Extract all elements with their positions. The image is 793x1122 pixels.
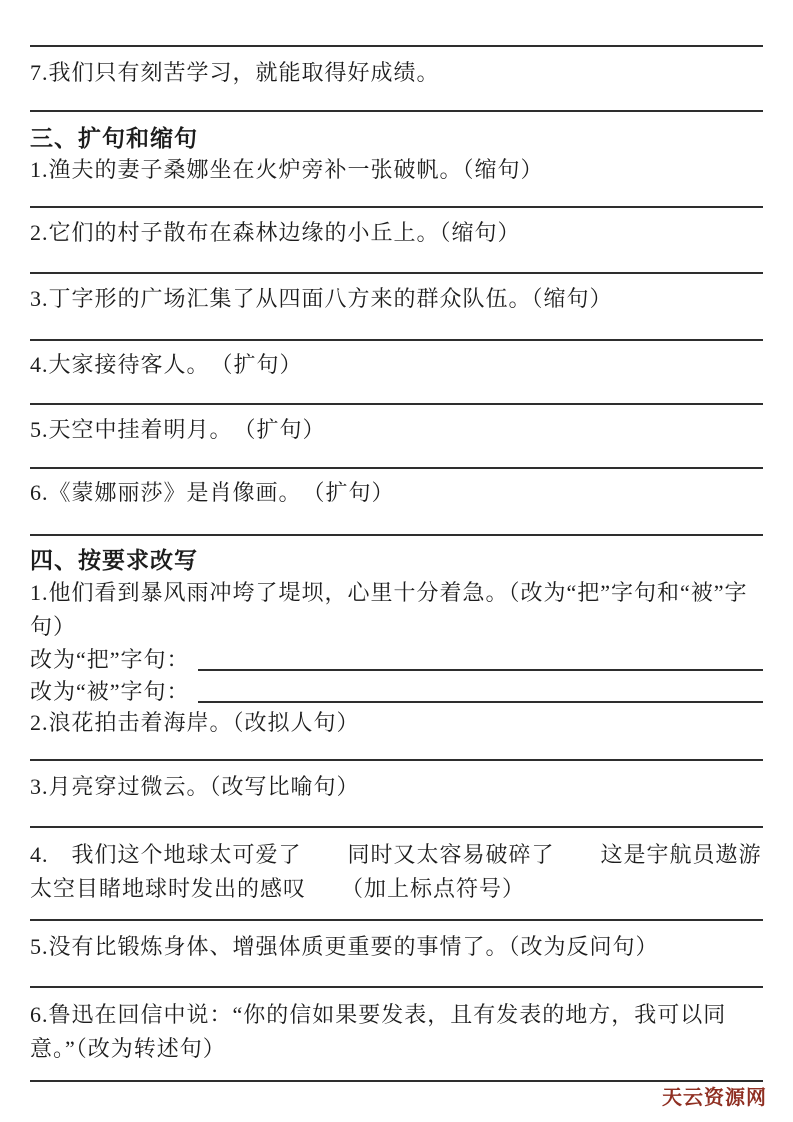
answer-row-ba: [30, 644, 763, 676]
horizontal-rule: [30, 339, 763, 341]
horizontal-rule: [30, 272, 763, 274]
section-3-question-2: 2.它们的村子散布在森林边缘的小丘上。（缩句）: [30, 220, 521, 245]
question-7: 7.我们只有刻苦学习，就能取得好成绩。: [30, 60, 440, 85]
horizontal-rule: [30, 45, 763, 47]
horizontal-rule: [30, 759, 763, 761]
horizontal-rule: [30, 467, 763, 469]
horizontal-rule: [30, 534, 763, 536]
section-4-title: 四、按要求改写: [30, 548, 198, 573]
section-3-question-1: 1.渔夫的妻子桑娜坐在火炉旁补一张破帆。（缩句）: [30, 157, 544, 182]
horizontal-rule: [30, 110, 763, 112]
horizontal-rule: [30, 826, 763, 828]
section-3-question-4: 4.大家接待客人。 （扩句）: [30, 352, 303, 377]
bei-sentence-label: 改为“被”字句：: [30, 679, 190, 704]
section-3-title: 三、扩句和缩句: [30, 126, 198, 151]
section-3-question-5: 5.天空中挂着明月。 （扩句）: [30, 417, 326, 442]
horizontal-rule: [30, 986, 763, 988]
section-4-question-1: 1.他们看到暴风雨冲垮了堤坝，心里十分着急。（改为“把”字句和“被”字句）: [30, 580, 748, 639]
ba-sentence-label: 改为“把”字句：: [30, 647, 190, 672]
horizontal-rule: [30, 919, 763, 921]
section-4-question-6: 6.鲁迅在回信中说：“你的信如果要发表，且有发表的地方，我可以同意。”（改为转述句）: [30, 1002, 727, 1061]
section-4-question-2: 2.浪花拍击着海岸。（改拟人句）: [30, 710, 360, 735]
section-4-question-5: 5.没有比锻炼身体、增强体质更重要的事情了。（改为反问句）: [30, 934, 659, 959]
section-4-question-3: 3.月亮穿过微云。（改写比喻句）: [30, 774, 360, 799]
answer-row-bei: [30, 676, 763, 708]
watermark-tianyun: 天云资源网: [662, 1087, 767, 1109]
answer-blank-line: [198, 701, 763, 703]
horizontal-rule: [30, 1080, 763, 1082]
section-4-question-4: 4. 我们这个地球太可爱了 同时又太容易破碎了 这是宇航员遨游太空目睹地球时发出的感叹 （加上标点符号）: [30, 842, 762, 901]
answer-blank-line: [198, 669, 763, 671]
section-3-question-6: 6.《蒙娜丽莎》是肖像画。 （扩句）: [30, 480, 395, 505]
horizontal-rule: [30, 403, 763, 405]
horizontal-rule: [30, 206, 763, 208]
section-3-question-3: 3.丁字形的广场汇集了从四面八方来的群众队伍。（缩句）: [30, 286, 613, 311]
